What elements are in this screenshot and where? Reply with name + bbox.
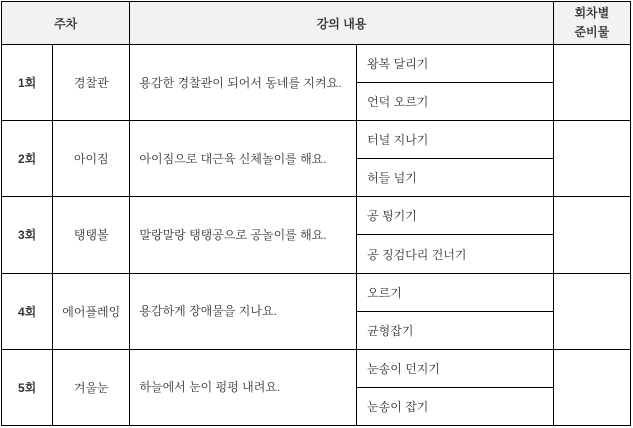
table-row — [2, 121, 631, 159]
theme-cell: 경찰관 — [53, 45, 130, 121]
description-cell: 용감하게 장애물을 지나요. — [130, 273, 357, 349]
header-row — [2, 2, 631, 45]
theme-cell: 에어플레잉 — [53, 273, 130, 349]
theme-cell: 탱탱볼 — [53, 197, 130, 273]
materials-cell — [553, 349, 630, 425]
week-cell: 5회 — [2, 349, 53, 425]
week-cell: 2회 — [2, 121, 53, 197]
activity-cell: 언덕 오르기 — [357, 83, 554, 121]
table-row — [2, 197, 631, 235]
description-cell: 용감한 경찰관이 되어서 동네를 지켜요. — [130, 45, 357, 121]
activity-cell: 눈송이 던지기 — [357, 349, 554, 387]
table-row — [2, 45, 631, 83]
lecture-schedule-table — [1, 1, 631, 426]
header-materials-line1: 회차별 — [574, 6, 610, 21]
description-cell: 말랑말랑 탱탱공으로 공놀이를 해요. — [130, 197, 357, 273]
description-cell: 하늘에서 눈이 펑펑 내려요. — [130, 349, 357, 425]
week-cell: 1회 — [2, 45, 53, 121]
activity-cell: 균형잡기 — [357, 311, 554, 349]
header-materials — [553, 2, 630, 45]
description-cell: 아이짐으로 대근육 신체놀이를 해요. — [130, 121, 357, 197]
activity-cell: 눈송이 잡기 — [357, 387, 554, 425]
activity-cell: 공 튕기기 — [357, 197, 554, 235]
week-cell: 4회 — [2, 273, 53, 349]
materials-cell — [553, 45, 630, 121]
theme-cell: 아이짐 — [53, 121, 130, 197]
activity-cell: 공 징검다리 건너기 — [357, 235, 554, 273]
table-row — [2, 273, 631, 311]
activity-cell: 왕복 달리기 — [357, 45, 554, 83]
materials-cell — [553, 121, 630, 197]
materials-cell — [553, 197, 630, 273]
materials-cell — [553, 273, 630, 349]
activity-cell: 허들 넘기 — [357, 159, 554, 197]
week-cell: 3회 — [2, 197, 53, 273]
header-lecture-content: 강의 내용 — [130, 2, 553, 45]
activity-cell: 터널 지나기 — [357, 121, 554, 159]
theme-cell: 겨울눈 — [53, 349, 130, 425]
header-week: 주차 — [2, 2, 130, 45]
table-row — [2, 349, 631, 387]
header-materials-line2: 준비물 — [574, 25, 610, 40]
activity-cell: 오르기 — [357, 273, 554, 311]
